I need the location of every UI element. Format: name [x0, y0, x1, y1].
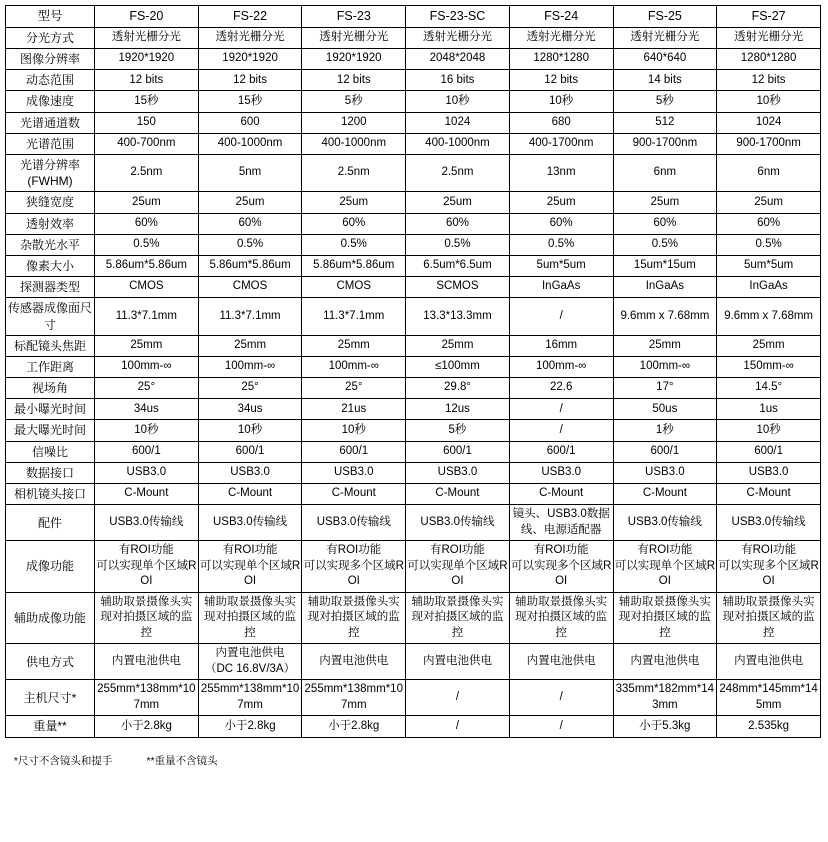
table-cell: 12 bits	[95, 70, 199, 91]
table-cell: USB3.0	[406, 462, 510, 483]
table-cell: 2048*2048	[406, 49, 510, 70]
table-cell: USB3.0	[198, 462, 302, 483]
table-cell: 255mm*138mm*107mm	[302, 680, 406, 716]
table-cell: 内置电池供电	[717, 644, 821, 680]
table-cell: 14.5°	[717, 378, 821, 399]
table-cell: 内置电池供电 （DC 16.8V/3A）	[198, 644, 302, 680]
table-cell: 小于2.8kg	[95, 716, 199, 737]
table-cell: C-Mount	[198, 484, 302, 505]
table-cell: 900-1700nm	[613, 133, 717, 154]
table-cell: 25mm	[302, 335, 406, 356]
table-cell: 2.5nm	[95, 155, 199, 192]
row-header: 光谱范围	[6, 133, 95, 154]
table-cell: 5.86um*5.86um	[95, 255, 199, 276]
table-cell: 有ROI功能 可以实现单个区域ROI	[95, 541, 199, 593]
table-cell: 15um*15um	[613, 255, 717, 276]
table-cell: 14 bits	[613, 70, 717, 91]
table-row	[6, 680, 821, 716]
table-cell: 有ROI功能 可以实现单个区域ROI	[613, 541, 717, 593]
table-cell: C-Mount	[406, 484, 510, 505]
table-cell: 100mm-∞	[613, 356, 717, 377]
table-cell: 100mm-∞	[509, 356, 613, 377]
table-cell: 34us	[95, 399, 199, 420]
row-header: 图像分辨率	[6, 49, 95, 70]
table-cell: 有ROI功能 可以实现多个区域ROI	[509, 541, 613, 593]
table-cell: 1024	[406, 112, 510, 133]
table-cell: USB3.0传输线	[302, 505, 406, 541]
table-cell: /	[509, 399, 613, 420]
row-header: 标配镜头焦距	[6, 335, 95, 356]
table-cell: 680	[509, 112, 613, 133]
row-header: 像素大小	[6, 255, 95, 276]
row-header: 辅助成像功能	[6, 592, 95, 644]
table-cell: 12 bits	[198, 70, 302, 91]
table-cell: InGaAs	[509, 277, 613, 298]
table-cell: 6nm	[613, 155, 717, 192]
table-cell: 335mm*182mm*143mm	[613, 680, 717, 716]
table-cell: 25°	[198, 378, 302, 399]
column-header-fs-25: FS-25	[613, 6, 717, 28]
table-cell: 12 bits	[509, 70, 613, 91]
table-cell: 25mm	[613, 335, 717, 356]
row-header: 成像功能	[6, 541, 95, 593]
row-header: 探测器类型	[6, 277, 95, 298]
table-cell: 21us	[302, 399, 406, 420]
table-cell: USB3.0	[302, 462, 406, 483]
table-cell: 透射光栅分光	[198, 27, 302, 48]
table-cell: 900-1700nm	[717, 133, 821, 154]
table-cell: 有ROI功能 可以实现多个区域ROI	[717, 541, 821, 593]
table-cell: 600/1	[302, 441, 406, 462]
row-header: 最小曝光时间	[6, 399, 95, 420]
table-cell: 1920*1920	[302, 49, 406, 70]
column-header-fs-23: FS-23	[302, 6, 406, 28]
table-cell: 9.6mm x 7.68mm	[717, 298, 821, 335]
table-cell: /	[509, 716, 613, 737]
table-cell: 25mm	[198, 335, 302, 356]
table-row	[6, 716, 821, 737]
row-header: 狭缝宽度	[6, 192, 95, 213]
table-cell: 1920*1920	[198, 49, 302, 70]
table-cell: 透射光栅分光	[302, 27, 406, 48]
table-cell: 9.6mm x 7.68mm	[613, 298, 717, 335]
table-cell: 11.3*7.1mm	[302, 298, 406, 335]
table-cell: 0.5%	[95, 234, 199, 255]
table-cell: 2.5nm	[302, 155, 406, 192]
column-header-fs-20: FS-20	[95, 6, 199, 28]
table-cell: 1280*1280	[717, 49, 821, 70]
table-cell: 34us	[198, 399, 302, 420]
table-cell: 1us	[717, 399, 821, 420]
table-cell: 600/1	[198, 441, 302, 462]
table-cell: 5um*5um	[717, 255, 821, 276]
table-cell: 25um	[613, 192, 717, 213]
table-cell: C-Mount	[717, 484, 821, 505]
table-cell: USB3.0传输线	[198, 505, 302, 541]
table-cell: 17°	[613, 378, 717, 399]
table-cell: CMOS	[198, 277, 302, 298]
table-cell: C-Mount	[302, 484, 406, 505]
table-cell: 辅助取景摄像头实现对拍摄区域的监控	[717, 592, 821, 644]
table-row	[6, 213, 821, 234]
table-row	[6, 356, 821, 377]
table-row	[6, 49, 821, 70]
table-cell: 2.5nm	[406, 155, 510, 192]
table-cell: 100mm-∞	[302, 356, 406, 377]
row-header: 光谱通道数	[6, 112, 95, 133]
table-row	[6, 112, 821, 133]
table-cell: 255mm*138mm*107mm	[95, 680, 199, 716]
table-cell: 248mm*145mm*145mm	[717, 680, 821, 716]
table-cell: 内置电池供电	[302, 644, 406, 680]
table-cell: 透射光栅分光	[613, 27, 717, 48]
table-cell: 60%	[95, 213, 199, 234]
table-cell: CMOS	[302, 277, 406, 298]
table-cell: 60%	[198, 213, 302, 234]
table-cell: 150mm-∞	[717, 356, 821, 377]
table-cell: 10秒	[509, 91, 613, 112]
row-header: 工作距离	[6, 356, 95, 377]
row-header: 相机镜头接口	[6, 484, 95, 505]
row-header: 数据接口	[6, 462, 95, 483]
table-cell: 22.6	[509, 378, 613, 399]
table-cell: 60%	[302, 213, 406, 234]
row-header: 最大曝光时间	[6, 420, 95, 441]
column-header-fs-24: FS-24	[509, 6, 613, 28]
table-cell: 400-1000nm	[406, 133, 510, 154]
table-cell: 25mm	[717, 335, 821, 356]
table-cell: /	[509, 298, 613, 335]
table-cell: 10秒	[406, 91, 510, 112]
table-cell: 5秒	[613, 91, 717, 112]
table-cell: 透射光栅分光	[717, 27, 821, 48]
table-cell: /	[406, 680, 510, 716]
table-cell: USB3.0传输线	[406, 505, 510, 541]
table-cell: 1秒	[613, 420, 717, 441]
column-header-model: 型号	[6, 6, 95, 28]
table-cell: 16mm	[509, 335, 613, 356]
column-header-fs-23-sc: FS-23-SC	[406, 6, 510, 28]
row-header: 成像速度	[6, 91, 95, 112]
row-header: 信噪比	[6, 441, 95, 462]
table-row	[6, 27, 821, 48]
table-cell: ≤100mm	[406, 356, 510, 377]
table-cell: 有ROI功能 可以实现单个区域ROI	[406, 541, 510, 593]
table-cell: 内置电池供电	[613, 644, 717, 680]
table-cell: USB3.0传输线	[717, 505, 821, 541]
table-row	[6, 255, 821, 276]
table-cell: 60%	[509, 213, 613, 234]
table-cell: 辅助取景摄像头实现对拍摄区域的监控	[509, 592, 613, 644]
table-cell: 有ROI功能 可以实现单个区域ROI	[198, 541, 302, 593]
table-cell: 5.86um*5.86um	[302, 255, 406, 276]
table-cell: 1024	[717, 112, 821, 133]
row-header: 重量**	[6, 716, 95, 737]
table-cell: 13nm	[509, 155, 613, 192]
table-row	[6, 192, 821, 213]
table-row	[6, 378, 821, 399]
footnote-dimensions: *尺寸不含镜头和提手	[13, 754, 113, 767]
table-cell: 25um	[198, 192, 302, 213]
table-row	[6, 505, 821, 541]
table-cell: 400-1700nm	[509, 133, 613, 154]
row-header: 供电方式	[6, 644, 95, 680]
table-cell: 有ROI功能 可以实现多个区域ROI	[302, 541, 406, 593]
row-header: 分光方式	[6, 27, 95, 48]
table-cell: 25um	[95, 192, 199, 213]
row-header: 配件	[6, 505, 95, 541]
column-header-fs-27: FS-27	[717, 6, 821, 28]
table-cell: 25°	[95, 378, 199, 399]
table-cell: 内置电池供电	[95, 644, 199, 680]
column-header-fs-22: FS-22	[198, 6, 302, 28]
table-cell: InGaAs	[613, 277, 717, 298]
table-cell: 100mm-∞	[198, 356, 302, 377]
table-cell: 10秒	[717, 420, 821, 441]
table-row	[6, 420, 821, 441]
table-row	[6, 541, 821, 593]
row-header: 透射效率	[6, 213, 95, 234]
table-cell: C-Mount	[613, 484, 717, 505]
table-cell: C-Mount	[95, 484, 199, 505]
table-row	[6, 592, 821, 644]
table-cell: 255mm*138mm*107mm	[198, 680, 302, 716]
table-cell: 6.5um*6.5um	[406, 255, 510, 276]
table-body	[6, 6, 821, 738]
table-row	[6, 133, 821, 154]
row-header: 动态范围	[6, 70, 95, 91]
table-cell: 25um	[406, 192, 510, 213]
table-cell: 15秒	[198, 91, 302, 112]
table-cell: 25°	[302, 378, 406, 399]
table-cell: 512	[613, 112, 717, 133]
table-row	[6, 644, 821, 680]
table-cell: 镜头、USB3.0数据线、电源适配器	[509, 505, 613, 541]
table-cell: 0.5%	[198, 234, 302, 255]
table-cell: 5秒	[406, 420, 510, 441]
table-cell: 0.5%	[302, 234, 406, 255]
table-cell: USB3.0	[613, 462, 717, 483]
table-cell: 10秒	[198, 420, 302, 441]
table-cell: 13.3*13.3mm	[406, 298, 510, 335]
table-cell: 12 bits	[717, 70, 821, 91]
table-cell: 50us	[613, 399, 717, 420]
table-cell: 透射光栅分光	[95, 27, 199, 48]
specification-table	[5, 5, 821, 738]
table-cell: 1920*1920	[95, 49, 199, 70]
table-cell: 600	[198, 112, 302, 133]
table-cell: 600/1	[509, 441, 613, 462]
table-cell: 12us	[406, 399, 510, 420]
table-cell: 5秒	[302, 91, 406, 112]
table-cell: 2.535kg	[717, 716, 821, 737]
table-cell: 小于5.3kg	[613, 716, 717, 737]
row-header: 传感器成像面尺寸	[6, 298, 95, 335]
table-row	[6, 91, 821, 112]
table-cell: 25um	[302, 192, 406, 213]
table-header-row	[6, 6, 821, 28]
table-cell: 5nm	[198, 155, 302, 192]
table-cell: 29.8°	[406, 378, 510, 399]
footnote-weight: **重量不含镜头	[146, 754, 218, 767]
table-row	[6, 335, 821, 356]
row-header: 杂散光水平	[6, 234, 95, 255]
table-row	[6, 70, 821, 91]
table-cell: 透射光栅分光	[509, 27, 613, 48]
table-cell: USB3.0	[95, 462, 199, 483]
table-row	[6, 234, 821, 255]
row-header: 主机尺寸*	[6, 680, 95, 716]
table-cell: 12 bits	[302, 70, 406, 91]
table-cell: 10秒	[95, 420, 199, 441]
table-cell: SCMOS	[406, 277, 510, 298]
table-cell: 辅助取景摄像头实现对拍摄区域的监控	[95, 592, 199, 644]
table-cell: CMOS	[95, 277, 199, 298]
table-cell: 100mm-∞	[95, 356, 199, 377]
table-row	[6, 277, 821, 298]
table-cell: 600/1	[95, 441, 199, 462]
table-cell: 小于2.8kg	[302, 716, 406, 737]
table-cell: 25um	[509, 192, 613, 213]
table-cell: 10秒	[302, 420, 406, 441]
table-cell: 25mm	[95, 335, 199, 356]
table-cell: 辅助取景摄像头实现对拍摄区域的监控	[406, 592, 510, 644]
table-cell: C-Mount	[509, 484, 613, 505]
table-cell: 5um*5um	[509, 255, 613, 276]
table-cell: 0.5%	[717, 234, 821, 255]
table-cell: 0.5%	[613, 234, 717, 255]
footnotes	[8, 741, 828, 768]
table-cell: 25um	[717, 192, 821, 213]
table-cell: 600/1	[717, 441, 821, 462]
table-cell: 400-700nm	[95, 133, 199, 154]
table-cell: 11.3*7.1mm	[95, 298, 199, 335]
table-cell: USB3.0	[509, 462, 613, 483]
table-cell: 辅助取景摄像头实现对拍摄区域的监控	[198, 592, 302, 644]
table-cell: USB3.0传输线	[95, 505, 199, 541]
table-cell: 辅助取景摄像头实现对拍摄区域的监控	[302, 592, 406, 644]
table-row	[6, 155, 821, 192]
table-cell: 10秒	[717, 91, 821, 112]
table-cell: USB3.0	[717, 462, 821, 483]
table-cell: 640*640	[613, 49, 717, 70]
table-cell: 内置电池供电	[509, 644, 613, 680]
table-cell: 60%	[717, 213, 821, 234]
table-cell: 400-1000nm	[198, 133, 302, 154]
table-cell: 5.86um*5.86um	[198, 255, 302, 276]
table-cell: InGaAs	[717, 277, 821, 298]
table-row	[6, 484, 821, 505]
table-cell: 1200	[302, 112, 406, 133]
table-cell: 6nm	[717, 155, 821, 192]
table-cell: 内置电池供电	[406, 644, 510, 680]
table-cell: 1280*1280	[509, 49, 613, 70]
table-row	[6, 462, 821, 483]
table-cell: 25mm	[406, 335, 510, 356]
table-cell: /	[406, 716, 510, 737]
table-cell: 400-1000nm	[302, 133, 406, 154]
table-cell: 11.3*7.1mm	[198, 298, 302, 335]
row-header: 视场角	[6, 378, 95, 399]
table-cell: 辅助取景摄像头实现对拍摄区域的监控	[613, 592, 717, 644]
table-cell: 小于2.8kg	[198, 716, 302, 737]
table-cell: 16 bits	[406, 70, 510, 91]
table-cell: /	[509, 420, 613, 441]
table-cell: 60%	[613, 213, 717, 234]
table-cell: USB3.0传输线	[613, 505, 717, 541]
table-cell: 0.5%	[406, 234, 510, 255]
table-cell: /	[509, 680, 613, 716]
table-cell: 15秒	[95, 91, 199, 112]
row-header: 光谱分辨率 (FWHM)	[6, 155, 95, 192]
table-row	[6, 298, 821, 335]
table-cell: 150	[95, 112, 199, 133]
table-cell: 600/1	[406, 441, 510, 462]
table-row	[6, 399, 821, 420]
table-cell: 透射光栅分光	[406, 27, 510, 48]
table-cell: 60%	[406, 213, 510, 234]
table-row	[6, 441, 821, 462]
table-cell: 0.5%	[509, 234, 613, 255]
table-cell: 600/1	[613, 441, 717, 462]
